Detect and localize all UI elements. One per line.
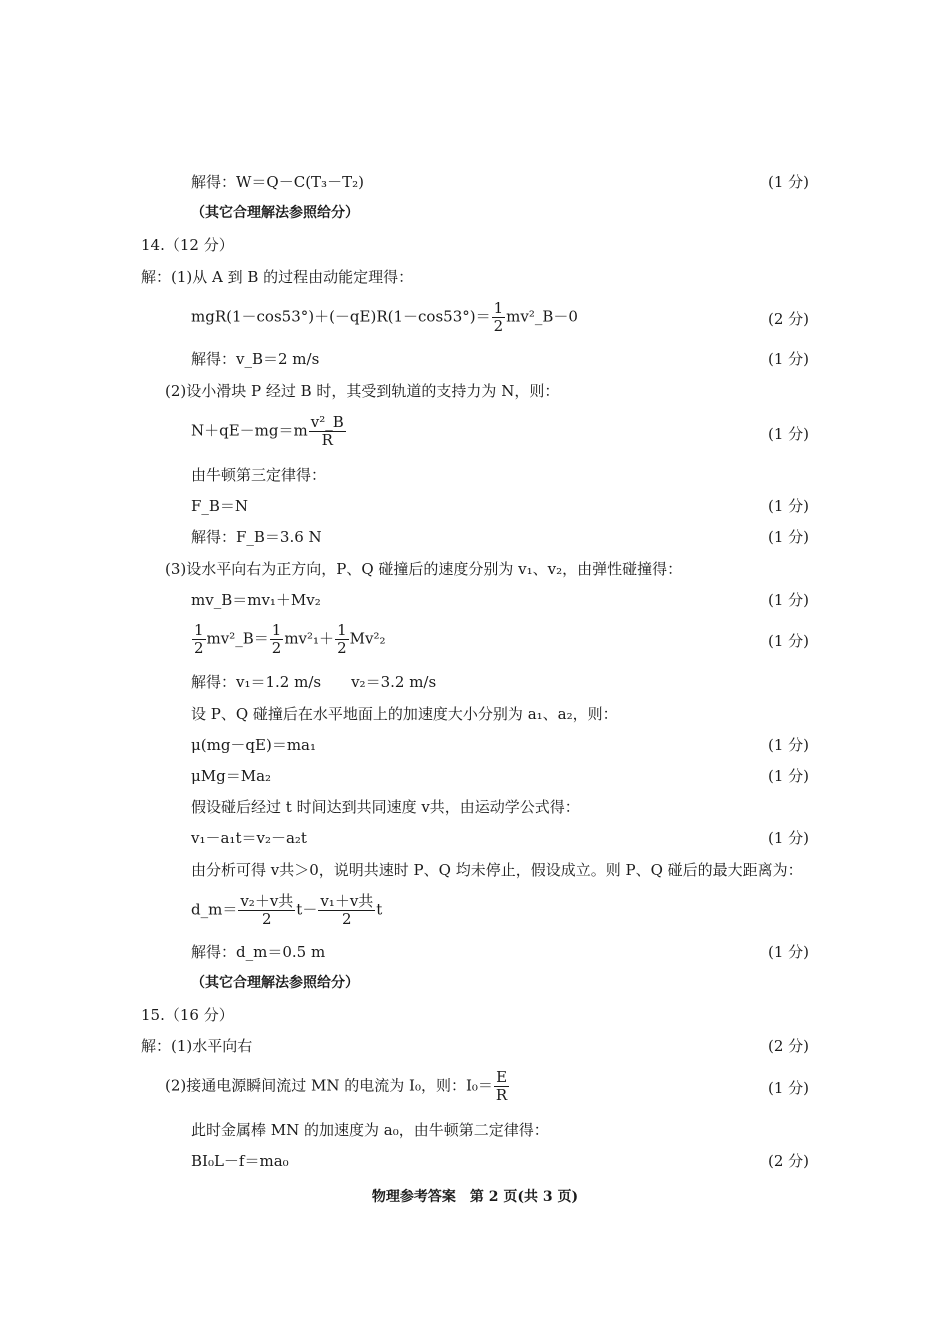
- fraction-numerator: v₂＋v共: [240, 892, 294, 910]
- fraction: [192, 622, 206, 657]
- fraction: [238, 893, 295, 928]
- equation-term: t－: [296, 900, 318, 919]
- solution-line: 解：(1)从 A 到 B 的过程由动能定理得：: [141, 268, 414, 286]
- equation-left: N＋qE－mg＝m: [191, 421, 308, 440]
- score: (1 分): [768, 591, 810, 609]
- equation: μMg＝Ma₂: [191, 767, 272, 785]
- score: (1 分): [768, 528, 810, 546]
- equation-left: mgR(1－cos53°)＋(－qE)R(1－cos53°)＝: [191, 307, 491, 326]
- fraction: [309, 414, 346, 449]
- solution-line: 假设碰后经过 t 时间达到共同速度 v共，由运动学公式得：: [191, 798, 580, 816]
- equation: μ(mg－qE)＝ma₁: [191, 736, 317, 754]
- equation-term: Mv²₂: [349, 629, 386, 648]
- fraction-denominator: 2: [493, 317, 504, 335]
- solution-line: 解得：F_B＝3.6 N: [191, 528, 322, 546]
- score: (1 分): [768, 173, 810, 191]
- fraction-numerator: v₁＋v共: [320, 892, 374, 910]
- fraction-denominator: 2: [342, 910, 352, 928]
- solution-line: (3)设水平向右为正方向，P、Q 碰撞后的速度分别为 v₁、v₂，由弹性碰撞得：: [165, 560, 683, 578]
- fraction-denominator: R: [321, 431, 333, 449]
- equation: mv_B＝mv₁＋Mv₂: [191, 591, 321, 609]
- score: (1 分): [768, 829, 810, 847]
- equation: BI₀L－f＝ma₀: [191, 1152, 289, 1170]
- fraction-numerator: 1: [493, 299, 504, 317]
- score: (1 分): [768, 1079, 810, 1097]
- equation-term: mv²₁＋: [284, 629, 335, 648]
- fraction: [335, 622, 349, 657]
- question-number: 14.（12 分）: [141, 236, 234, 254]
- equation: F_B＝N: [191, 497, 249, 515]
- score: (2 分): [768, 310, 810, 328]
- fraction: [494, 1069, 509, 1104]
- equation-left: (2)接通电源瞬间流过 MN 的电流为 I₀，则：I₀＝: [165, 1076, 493, 1095]
- fraction: [270, 622, 284, 657]
- equation-term: d_m＝: [191, 900, 238, 919]
- fraction-denominator: R: [495, 1086, 508, 1104]
- equation: v₁－a₁t＝v₂－a₂t: [191, 829, 307, 847]
- fraction-numerator: E: [494, 1069, 509, 1087]
- solution-line: 由分析可得 v共＞0，说明共速时 P、Q 均未停止，假设成立。则 P、Q 碰后的最大距离为：: [191, 861, 803, 879]
- score: (2 分): [768, 1037, 810, 1055]
- solution-line: 解得：W＝Q－C(T₃－T₂): [191, 173, 364, 191]
- solution-line: (2)设小滑块 P 经过 B 时，其受到轨道的支持力为 N，则：: [165, 382, 560, 400]
- fraction-denominator: 2: [194, 639, 204, 657]
- score: (1 分): [768, 736, 810, 754]
- fraction-numerator: 1: [194, 621, 204, 639]
- score: (2 分): [768, 1152, 810, 1170]
- equation: [165, 1069, 510, 1104]
- score: (1 分): [768, 497, 810, 515]
- solution-line: 此时金属棒 MN 的加速度为 a₀，由牛顿第二定律得：: [191, 1121, 549, 1139]
- grading-note: （其它合理解法参照给分）: [191, 975, 359, 991]
- solution-line: 设 P、Q 碰撞后在水平地面上的加速度大小分别为 a₁、a₂，则：: [191, 705, 618, 723]
- fraction-denominator: 2: [262, 910, 272, 928]
- fraction-numerator: 1: [337, 621, 347, 639]
- fraction: [318, 893, 375, 928]
- page-footer: 物理参考答案 第 2 页(共 3 页): [371, 1189, 579, 1205]
- solution-line: 解得：v_B＝2 m/s: [191, 350, 320, 368]
- equation-term: mv²_B＝: [206, 629, 269, 648]
- solution-line: 解得：v₁＝1.2 m/s v₂＝3.2 m/s: [191, 673, 437, 691]
- score: (1 分): [768, 767, 810, 785]
- equation: [191, 414, 347, 449]
- grading-note: （其它合理解法参照给分）: [191, 205, 359, 221]
- equation: [191, 893, 382, 928]
- score: (1 分): [768, 632, 810, 650]
- fraction-denominator: 2: [337, 639, 347, 657]
- solution-line: 由牛顿第三定律得：: [191, 466, 327, 484]
- equation: [191, 300, 578, 335]
- equation-right: mv²_B－0: [506, 307, 578, 326]
- score: (1 分): [768, 425, 810, 443]
- fraction: [492, 300, 506, 335]
- fraction-numerator: 1: [271, 621, 282, 639]
- solution-line: 解：(1)水平向右: [141, 1037, 253, 1055]
- fraction-numerator: v²_B: [310, 413, 344, 431]
- score: (1 分): [768, 350, 810, 368]
- fraction-denominator: 2: [271, 639, 282, 657]
- question-number: 15.（16 分）: [141, 1006, 234, 1024]
- score: (1 分): [768, 943, 810, 961]
- equation-term: t: [376, 900, 383, 919]
- solution-line: 解得：d_m＝0.5 m: [191, 943, 326, 961]
- equation: [191, 622, 385, 657]
